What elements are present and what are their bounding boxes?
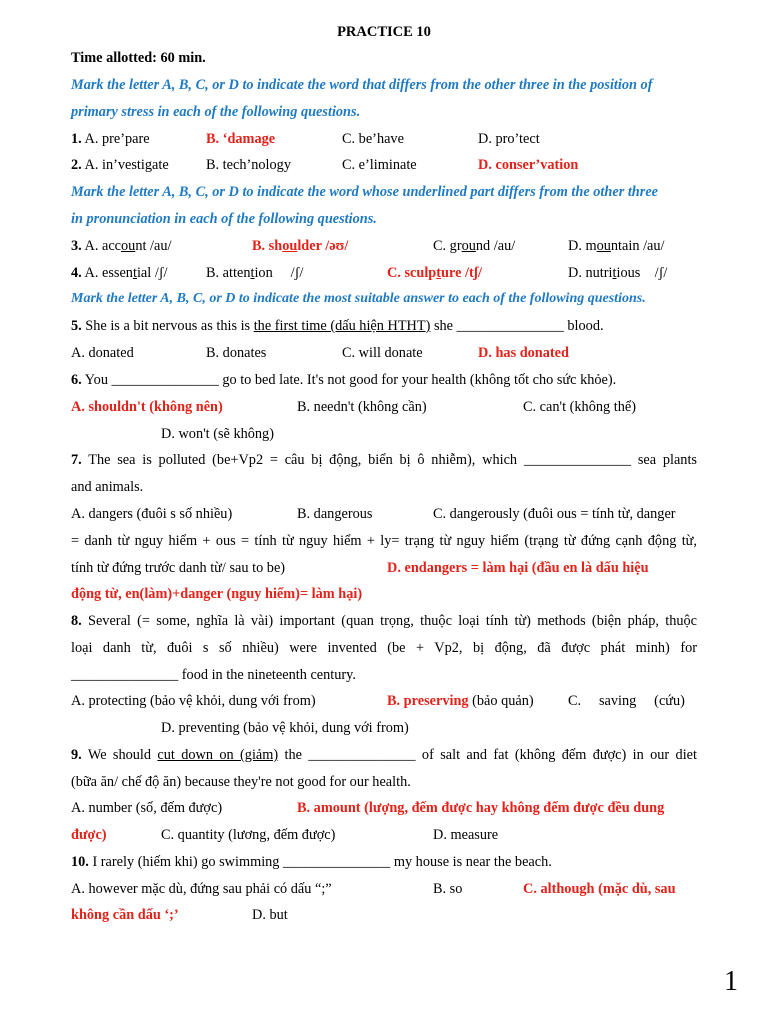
option-d-rest: ntain /au/ — [610, 238, 665, 254]
option-c: C. e’liminate — [342, 157, 417, 173]
question-number: 8. — [71, 613, 82, 629]
question-9-options-2 — [71, 827, 697, 847]
option-c-rest: ure /tʃ/ — [441, 265, 483, 281]
question-6-options — [71, 399, 697, 419]
option-c-start: C. sculp — [387, 265, 437, 281]
option-d — [568, 238, 665, 255]
option-a: A. dangers (đuôi s số nhiều) — [71, 506, 233, 522]
option-b: B. tech’nology — [206, 157, 291, 173]
underlined-part: t — [132, 265, 137, 281]
option-c: C. be’have — [342, 131, 404, 147]
underlined-part: ou — [461, 238, 476, 254]
instruction-answers: Mark the letter A, B, C, or D to indicate the most suitable answer to each of the following questions. — [71, 291, 646, 306]
option-a-rest: nt /au/ — [135, 238, 172, 254]
stem-underlined: cut down on (giảm) — [157, 747, 279, 763]
option-c: C. although (mặc dù, sau — [523, 881, 676, 897]
option-c: C. will donate — [342, 345, 423, 361]
question-2 — [71, 157, 697, 177]
option-b-start: B. sh — [252, 238, 283, 254]
option-c-continued: không cần dấu ‘;’ — [71, 907, 179, 923]
underlined-part: ou — [121, 238, 136, 254]
underlined-part: t — [250, 265, 255, 281]
question-number: 7. — [71, 452, 82, 468]
question-10-options — [71, 881, 697, 901]
underlined-part: ou — [596, 238, 611, 254]
question-5-stem — [71, 318, 604, 335]
option-a: A. pre’pare — [81, 131, 150, 147]
option-d: D. measure — [433, 827, 499, 843]
stem-text: She is a bit nervous as this is — [81, 318, 254, 334]
question-7-options-2 — [71, 560, 697, 580]
option-d: D. has donated — [478, 345, 569, 361]
option-a: A. shouldn't (không nên) — [71, 399, 223, 415]
stem-text: The sea is polluted (be+Vp2 = câu bị động, biển bị ô nhiễm), which _______________ sea plants — [81, 452, 697, 468]
option-c: C. saving (cứu) — [568, 693, 685, 709]
instruction-stress-2: primary stress in each of the following questions. — [71, 104, 361, 120]
option-c-explanation: tính từ đứng trước danh từ/ sau to be) — [71, 560, 286, 576]
stem-text-2: (bữa ăn/ chế độ ăn) because they're not good for our health. — [71, 774, 411, 790]
question-9-options — [71, 800, 697, 820]
option-b-rest: lder /əʊ/ — [297, 238, 349, 254]
question-10-stem — [71, 854, 552, 871]
underlined-part: t — [612, 265, 617, 281]
question-number: 9. — [71, 747, 82, 763]
option-b: B. so — [433, 881, 463, 897]
stem-underlined: the first time (dấu hiện HTHT) — [253, 318, 431, 334]
option-c — [433, 238, 515, 255]
question-5-options — [71, 345, 697, 365]
question-4 — [71, 265, 697, 285]
option-d: D. but — [252, 907, 288, 923]
option-b: B. ‘damage — [206, 131, 276, 147]
option-b — [206, 265, 303, 282]
option-d-start: D. m — [568, 238, 597, 254]
question-number: 4. — [71, 265, 82, 281]
question-number: 1. — [71, 131, 82, 147]
stem-text-2: and animals. — [71, 479, 144, 495]
stem-text: We should — [81, 747, 158, 763]
option-a: A. essen — [81, 265, 133, 281]
instruction-stress-1: Mark the letter A, B, C, or D to indicate the word that differs from the other three in the position of — [71, 77, 653, 93]
option-d: D. endangers = làm hại (đầu en là dấu hiệu — [387, 560, 649, 576]
option-c: C. dangerously (đuôi ous = tính từ, danger — [433, 506, 676, 522]
stem-text-3: _______________ food in the nineteenth century. — [71, 667, 356, 683]
option-d: D. won't (sẽ không) — [161, 426, 274, 442]
option-b — [252, 238, 348, 255]
option-d-start: D. nutri — [568, 265, 613, 281]
stem-text: I rarely (hiếm khi) go swimming _______________ my house is near the beach. — [88, 854, 552, 870]
question-8-stem — [71, 613, 697, 630]
option-d: D. preventing (bảo vệ khỏi, dung với from) — [161, 720, 409, 736]
option-a: A. in’vestigate — [81, 157, 169, 173]
option-c-explanation: = danh từ nguy hiểm + ous = tính từ nguy hiểm + ly= trạng từ nguy hiểm (trạng từ đứng cạnh động từ, — [71, 533, 697, 549]
stem-text: You _______________ go to bed late. It's not good for your health (không tốt cho sức khỏe). — [81, 372, 617, 388]
option-a: A. acc — [81, 238, 122, 254]
question-10-options-2 — [71, 907, 697, 927]
question-3 — [71, 238, 697, 258]
option-a: A. number (số, đếm được) — [71, 800, 223, 816]
option-b: B. needn't (không cần) — [297, 399, 427, 415]
stem-text: Several (= some, nghĩa là vài) important (quan trọng, thuộc loại tính từ) methods (biện pháp, thuộc — [81, 613, 697, 629]
option-d: D. pro’tect — [478, 131, 540, 147]
option-d: D. conser’vation — [478, 157, 579, 173]
option-b — [387, 693, 534, 710]
option-c-rest: nd /au/ — [475, 238, 516, 254]
stem-text-2: loại danh từ, đuôi s số nhiều) were invented (be + Vp2, bị động, đã được phát minh) for — [71, 640, 697, 656]
question-7-options — [71, 506, 697, 526]
option-c — [387, 265, 482, 282]
underlined-part: t — [436, 265, 442, 281]
option-d-rest: ious /ʃ/ — [616, 265, 668, 281]
question-1 — [71, 131, 697, 151]
option-b: B. dangerous — [297, 506, 373, 522]
question-6-stem — [71, 372, 616, 389]
option-a-rest: ial /ʃ/ — [136, 265, 168, 281]
question-7-stem — [71, 452, 697, 469]
question-number: 3. — [71, 238, 82, 254]
option-b-continued: được) — [71, 827, 107, 843]
question-number: 2. — [71, 157, 82, 173]
option-b-rest: ion /ʃ/ — [254, 265, 304, 281]
option-c: C. quantity (lương, đếm được) — [161, 827, 336, 843]
time-allotted: Time allotted: 60 min. — [71, 50, 206, 66]
stem-text: the _______________ of salt and fat (không đếm được) in our diet — [278, 747, 697, 763]
question-9-stem — [71, 747, 697, 764]
page-number: 1 — [724, 966, 738, 997]
option-a: A. protecting (bảo vệ khỏi, dung với from) — [71, 693, 316, 709]
option-a: A. donated — [71, 345, 134, 361]
option-b-explanation: (bảo quản) — [468, 693, 534, 709]
underlined-part: ou — [282, 238, 298, 254]
option-d — [568, 265, 667, 282]
option-b-answer: B. preserving — [387, 693, 469, 709]
option-c: C. can't (không thể) — [523, 399, 636, 415]
question-number: 6. — [71, 372, 82, 388]
question-number: 5. — [71, 318, 82, 334]
option-a: A. however mặc dù, đứng sau phải có dấu “;” — [71, 881, 332, 897]
stem-text: she _______________ blood. — [430, 318, 604, 334]
option-b: B. amount (lượng, đếm được hay không đếm được đều dung — [297, 800, 665, 816]
option-b-start: B. atten — [206, 265, 251, 281]
option-d-explanation: động từ, en(làm)+danger (nguy hiểm)= làm hại) — [71, 586, 363, 602]
instruction-pronunciation-1: Mark the letter A, B, C, or D to indicate the word whose underlined part differs from the other three — [71, 184, 659, 200]
page-title: PRACTICE 10 — [337, 24, 431, 40]
option-c-start: C. gr — [433, 238, 462, 254]
question-number: 10. — [71, 854, 89, 870]
question-8-options — [71, 693, 697, 713]
option-b: B. donates — [206, 345, 267, 361]
instruction-pronunciation-2: in pronunciation in each of the following questions. — [71, 211, 377, 227]
